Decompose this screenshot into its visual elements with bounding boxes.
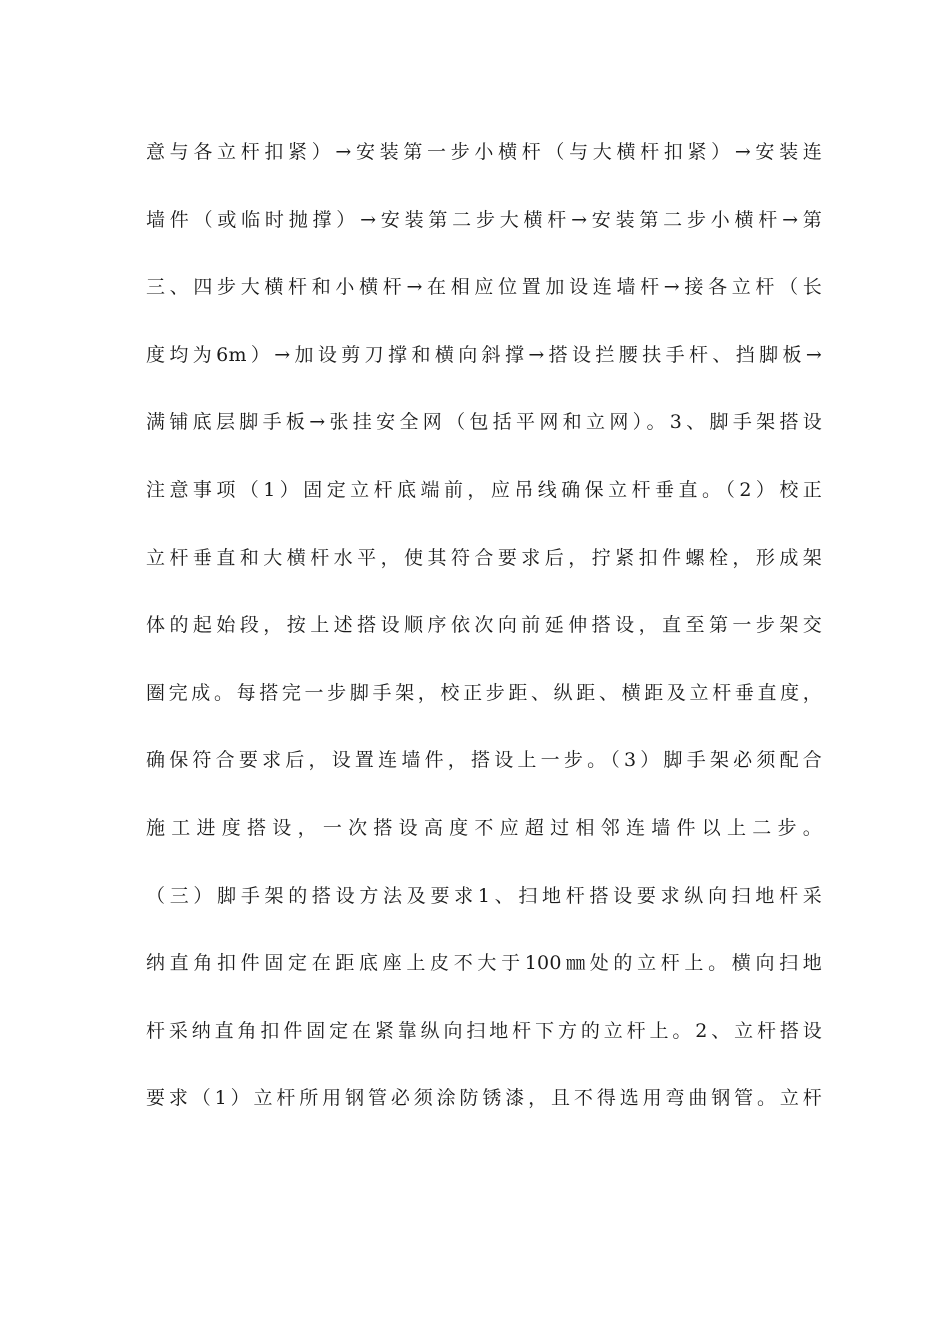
document-body [146, 128, 822, 1142]
text-line: 墙件（或临时抛撑）→安装第二步大横杆→安装第二步小横杆→第 [146, 208, 822, 231]
text-line: 注意事项（1）固定立杆底端前，应吊线确保立杆垂直。（2）校正 [146, 478, 822, 501]
text-line: 确保符合要求后，设置连墙件，搭设上一步。（3）脚手架必须配合 [146, 749, 822, 772]
text-line: （三）脚手架的搭设方法及要求1、扫地杆搭设要求纵向扫地杆采 [146, 884, 822, 907]
text-line: 要求（1）立杆所用钢管必须涂防锈漆，且不得选用弯曲钢管。立杆 [146, 1087, 822, 1110]
text-line: 意与各立杆扣紧）→安装第一步小横杆（与大横杆扣紧）→安装连 [146, 141, 822, 163]
text-line: 三、四步大横杆和小横杆→在相应位置加设连墙杆→接各立杆（长 [146, 276, 822, 299]
text-line: 度均为6m）→加设剪刀撑和横向斜撑→搭设拦腰扶手杆、挡脚板→ [146, 343, 822, 366]
text-line: 杆采纳直角扣件固定在紧靠纵向扫地杆下方的立杆上。2、立杆搭设 [146, 1019, 822, 1042]
text-line: 满铺底层脚手板→张挂安全网（包括平网和立网）。3、脚手架搭设 [146, 411, 822, 434]
text-line: 纳直角扣件固定在距底座上皮不大于100㎜处的立杆上。横向扫地 [146, 952, 822, 975]
text-line: 施工进度搭设，一次搭设高度不应超过相邻连墙件以上二步。 [146, 816, 822, 839]
text-line: 体的起始段，按上述搭设顺序依次向前延伸搭设，直至第一步架交 [146, 614, 822, 637]
text-line: 圈完成。每搭完一步脚手架，校正步距、纵距、横距及立杆垂直度， [146, 681, 822, 704]
text-line: 立杆垂直和大横杆水平，使其符合要求后，拧紧扣件螺栓，形成架 [146, 546, 822, 569]
